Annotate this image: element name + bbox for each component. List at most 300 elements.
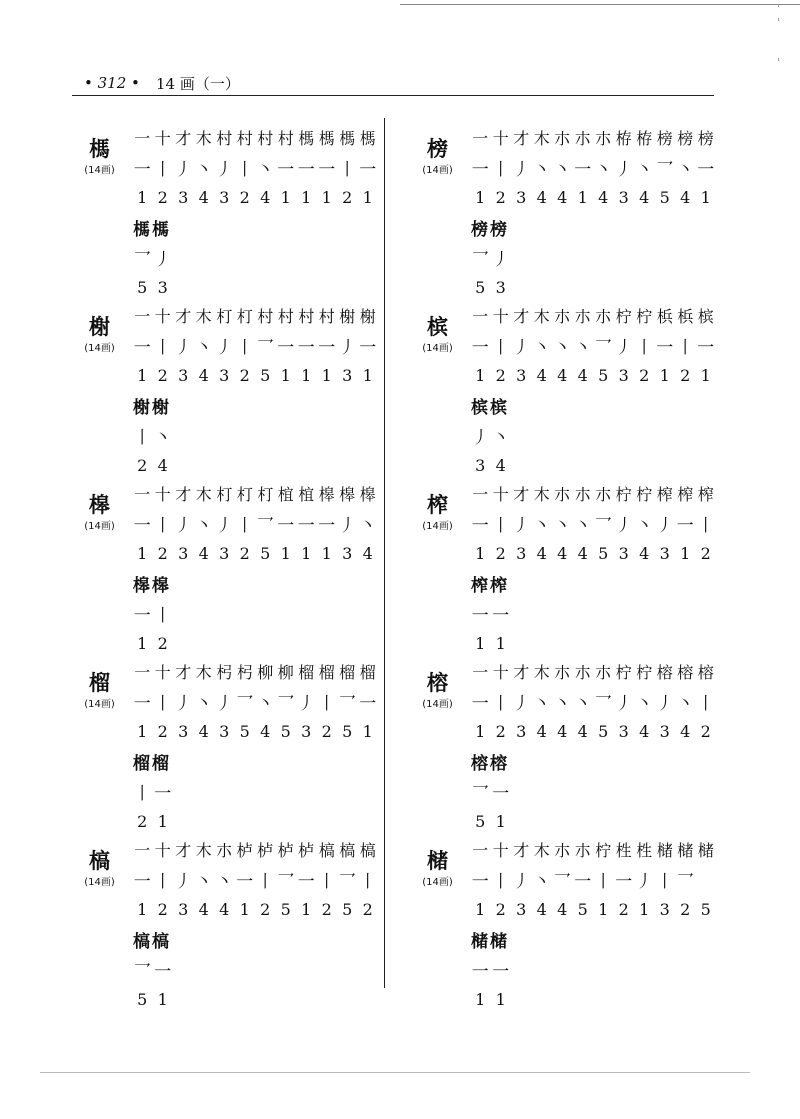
stroke-glyph: 丶 <box>195 159 213 180</box>
stroke-number: 2 <box>157 543 168 563</box>
progress-glyph: 榭 <box>339 306 356 326</box>
continuation-glyph: 槁 <box>133 931 150 952</box>
stroke-glyph: 丶 <box>553 337 571 358</box>
stroke-number: 1 <box>475 721 486 741</box>
progress-glyph: 朾 <box>236 484 253 504</box>
stroke-glyph: 一 <box>359 159 377 180</box>
stroke-glyph: 丶 <box>533 515 551 536</box>
continuation-stroke-row <box>132 242 382 272</box>
progress-glyph: 榜 <box>677 128 694 148</box>
stroke-glyph: 丶 <box>676 159 694 180</box>
progress-glyph: 梹 <box>656 306 673 326</box>
continuation-glyph: 榜 <box>490 219 507 240</box>
continuation-stroke-row <box>132 598 382 628</box>
stroke-glyph: 乛 <box>256 515 274 536</box>
progress-glyph: 榪 <box>298 128 315 148</box>
stroke-number: 1 <box>301 543 312 563</box>
progress-glyph: 村 <box>318 306 335 326</box>
progress-glyph: 榨 <box>697 484 714 504</box>
stroke-number: 2 <box>495 543 506 563</box>
progress-glyph: 榕 <box>656 662 673 682</box>
stroke-glyph: 一 <box>574 159 592 180</box>
stroke-glyph: 一 <box>133 871 151 892</box>
stroke-glyph: 丨 <box>594 871 612 892</box>
progress-glyph: 柠 <box>595 840 612 860</box>
progress-glyph: 栌 <box>236 840 253 860</box>
stroke-glyph: 一 <box>471 159 489 180</box>
stroke-count-label: (14画) <box>422 521 453 532</box>
progress-glyph: 梹 <box>677 306 694 326</box>
stroke-glyph: 丶 <box>594 159 612 180</box>
stroke-count-label: (14画) <box>422 877 453 888</box>
stroke-glyph: 乛 <box>338 693 356 714</box>
stroke-number: 1 <box>495 989 506 1009</box>
stroke-sequence <box>132 656 382 836</box>
stroke-number: 5 <box>342 899 353 919</box>
stroke-number: 3 <box>659 721 670 741</box>
stroke-number: 1 <box>598 899 609 919</box>
head-character: 槠 <box>427 849 448 873</box>
head-character: 榴 <box>89 671 110 695</box>
number-row <box>470 360 720 390</box>
stroke-number: 4 <box>362 543 373 563</box>
stroke-glyph: 丿 <box>615 159 633 180</box>
stroke-glyph: 一 <box>471 871 489 892</box>
stroke-glyph: 一 <box>656 337 674 358</box>
stroke-row <box>132 864 382 894</box>
continuation-progress-row <box>470 568 720 598</box>
stroke-row <box>132 330 382 360</box>
progress-glyph: 木 <box>533 128 550 148</box>
progress-glyph: 木 <box>195 662 212 682</box>
continuation-number-row <box>470 806 720 836</box>
stroke-glyph: 丨 <box>154 337 172 358</box>
continuation-number-row <box>132 450 382 480</box>
head-character: 榭 <box>89 315 110 339</box>
stroke-glyph: 丿 <box>492 249 510 270</box>
stroke-glyph: 丿 <box>656 693 674 714</box>
stroke-number: 4 <box>557 187 568 207</box>
column-divider <box>384 118 385 988</box>
stroke-glyph: 丨 <box>318 693 336 714</box>
stroke-number: 2 <box>362 899 373 919</box>
stroke-glyph: 一 <box>318 159 336 180</box>
stroke-glyph: 一 <box>697 337 715 358</box>
stroke-glyph: 丶 <box>195 693 213 714</box>
stroke-glyph: 乛 <box>471 249 489 270</box>
stroke-number: 2 <box>321 899 332 919</box>
stroke-number: 4 <box>598 187 609 207</box>
stroke-number: 2 <box>495 365 506 385</box>
progress-glyph: 榨 <box>677 484 694 504</box>
progress-glyph: 朩 <box>554 128 571 148</box>
stroke-glyph: 丨 <box>236 337 254 358</box>
stroke-number: 1 <box>495 633 506 653</box>
progress-row <box>470 656 720 686</box>
stroke-number: 2 <box>321 721 332 741</box>
stroke-number: 5 <box>598 721 609 741</box>
stroke-glyph: 一 <box>318 337 336 358</box>
stroke-row <box>470 686 720 716</box>
stroke-number: 4 <box>495 455 506 475</box>
progress-glyph: 朩 <box>574 840 591 860</box>
stroke-sequence <box>132 478 382 658</box>
stroke-number: 5 <box>577 899 588 919</box>
continuation-glyph: 槟 <box>471 397 488 418</box>
continuation-stroke-row <box>132 420 382 450</box>
number-row <box>470 716 720 746</box>
progress-glyph: 榪 <box>339 128 356 148</box>
stroke-number: 1 <box>700 187 711 207</box>
stroke-number: 1 <box>475 365 486 385</box>
progress-glyph: 才 <box>513 840 530 860</box>
stroke-number: 2 <box>157 721 168 741</box>
stroke-glyph: 一 <box>133 515 151 536</box>
stroke-row <box>132 508 382 538</box>
margin-mark <box>778 18 779 21</box>
stroke-number: 2 <box>680 365 691 385</box>
stroke-glyph: 丨 <box>236 515 254 536</box>
stroke-glyph: 丿 <box>174 871 192 892</box>
stroke-glyph: 丿 <box>635 871 653 892</box>
stroke-number: 2 <box>239 543 250 563</box>
progress-glyph: 木 <box>533 306 550 326</box>
stroke-glyph: 一 <box>615 871 633 892</box>
stroke-glyph: 丿 <box>338 337 356 358</box>
progress-glyph: 一 <box>472 306 489 326</box>
number-row <box>470 894 720 924</box>
progress-glyph: 村 <box>257 128 274 148</box>
progress-glyph: 村 <box>236 128 253 148</box>
stroke-glyph: 一 <box>133 159 151 180</box>
entry-heading <box>72 668 127 712</box>
stroke-number: 2 <box>239 365 250 385</box>
progress-glyph: 栍 <box>615 840 632 860</box>
character-entry <box>72 122 382 297</box>
stroke-glyph: 乛 <box>133 961 151 982</box>
stroke-glyph: 一 <box>471 515 489 536</box>
stroke-row <box>470 864 720 894</box>
stroke-count-label: (14画) <box>84 699 115 710</box>
stroke-glyph: 丨 <box>492 693 510 714</box>
stroke-glyph: 丨 <box>492 515 510 536</box>
stroke-number: 3 <box>495 277 506 297</box>
top-edge-rule <box>400 4 800 5</box>
progress-glyph: 柠 <box>615 306 632 326</box>
progress-glyph: 柠 <box>636 662 653 682</box>
character-entry <box>410 478 720 653</box>
progress-glyph: 一 <box>472 484 489 504</box>
progress-glyph: 木 <box>195 306 212 326</box>
stroke-glyph: 一 <box>471 605 489 626</box>
stroke-glyph: 丶 <box>256 693 274 714</box>
progress-glyph: 木 <box>533 840 550 860</box>
stroke-number: 1 <box>475 989 486 1009</box>
stroke-glyph: 一 <box>697 159 715 180</box>
progress-glyph: 槠 <box>677 840 694 860</box>
progress-glyph: 一 <box>134 128 151 148</box>
stroke-glyph: 丨 <box>697 515 715 536</box>
stroke-row <box>470 152 720 182</box>
stroke-glyph: 一 <box>297 871 315 892</box>
progress-glyph: 栌 <box>298 840 315 860</box>
progress-glyph: 一 <box>134 840 151 860</box>
stroke-glyph: 一 <box>676 515 694 536</box>
stroke-number: 5 <box>659 187 670 207</box>
head-character: 槁 <box>89 849 110 873</box>
stroke-number: 1 <box>239 899 250 919</box>
stroke-number: 3 <box>516 365 527 385</box>
stroke-glyph: 丨 <box>492 337 510 358</box>
stroke-number: 3 <box>219 721 230 741</box>
stroke-sequence <box>470 834 720 1014</box>
stroke-glyph: 一 <box>359 693 377 714</box>
stroke-glyph: 丶 <box>359 515 377 536</box>
stroke-glyph: 一 <box>236 871 254 892</box>
stroke-glyph: 丶 <box>533 337 551 358</box>
stroke-sequence <box>132 122 382 302</box>
stroke-sequence <box>470 122 720 302</box>
stroke-number: 5 <box>475 811 486 831</box>
stroke-glyph: 丿 <box>615 693 633 714</box>
stroke-number: 1 <box>321 187 332 207</box>
character-entry <box>72 478 382 653</box>
stroke-number: 4 <box>198 543 209 563</box>
stroke-number: 4 <box>536 187 547 207</box>
continuation-glyph: 槔 <box>133 575 150 596</box>
continuation-progress-row <box>132 746 382 776</box>
stroke-row <box>132 152 382 182</box>
stroke-number: 1 <box>577 187 588 207</box>
stroke-glyph: 乛 <box>594 515 612 536</box>
progress-glyph: 朩 <box>554 306 571 326</box>
continuation-glyph: 榪 <box>152 219 169 240</box>
stroke-glyph: 一 <box>297 515 315 536</box>
progress-glyph: 十 <box>492 840 509 860</box>
stroke-number: 3 <box>618 721 629 741</box>
stroke-glyph: 丶 <box>553 693 571 714</box>
continuation-number-row <box>132 272 382 302</box>
stroke-number: 1 <box>362 365 373 385</box>
continuation-glyph: 槟 <box>490 397 507 418</box>
stroke-number: 1 <box>157 989 168 1009</box>
stroke-number: 2 <box>157 899 168 919</box>
stroke-sequence <box>132 834 382 1014</box>
stroke-glyph: 丨 <box>133 427 151 448</box>
progress-glyph: 杛 <box>216 662 233 682</box>
progress-glyph: 十 <box>492 484 509 504</box>
stroke-number: 1 <box>321 543 332 563</box>
stroke-number: 4 <box>198 721 209 741</box>
stroke-glyph: 丿 <box>154 249 172 270</box>
stroke-number: 4 <box>577 543 588 563</box>
stroke-number: 4 <box>557 721 568 741</box>
progress-glyph: 榨 <box>656 484 673 504</box>
stroke-number: 1 <box>639 899 650 919</box>
progress-glyph: 榴 <box>318 662 335 682</box>
continuation-glyph: 槠 <box>471 931 488 952</box>
stroke-number: 1 <box>321 365 332 385</box>
stroke-sequence <box>132 300 382 480</box>
stroke-count-label: (14画) <box>84 877 115 888</box>
stroke-glyph: 丶 <box>574 693 592 714</box>
stroke-number: 1 <box>700 365 711 385</box>
progress-glyph: 十 <box>492 128 509 148</box>
progress-glyph: 栫 <box>615 128 632 148</box>
stroke-glyph: 丨 <box>656 871 674 892</box>
stroke-glyph: 丿 <box>512 693 530 714</box>
stroke-glyph: 丶 <box>492 427 510 448</box>
progress-glyph: 朾 <box>236 306 253 326</box>
continuation-number-row <box>132 806 382 836</box>
stroke-number: 3 <box>219 543 230 563</box>
progress-glyph: 榪 <box>359 128 376 148</box>
progress-glyph: 栌 <box>257 840 274 860</box>
stroke-glyph: 乛 <box>553 871 571 892</box>
stroke-number: 4 <box>536 543 547 563</box>
stroke-number: 2 <box>495 899 506 919</box>
stroke-glyph: 丶 <box>195 871 213 892</box>
stroke-number: 5 <box>280 899 291 919</box>
stroke-number: 2 <box>157 633 168 653</box>
stroke-number: 3 <box>178 365 189 385</box>
stroke-glyph: 丶 <box>635 159 653 180</box>
stroke-glyph: 丨 <box>676 337 694 358</box>
stroke-number: 1 <box>280 365 291 385</box>
progress-glyph: 才 <box>513 484 530 504</box>
continuation-glyph: 榨 <box>471 575 488 596</box>
stroke-number: 1 <box>137 365 148 385</box>
stroke-glyph: 丨 <box>338 159 356 180</box>
stroke-glyph: 乛 <box>676 871 694 892</box>
stroke-count-label: (14画) <box>422 699 453 710</box>
stroke-glyph: 丶 <box>574 337 592 358</box>
progress-glyph: 一 <box>472 840 489 860</box>
stroke-glyph: 一 <box>277 159 295 180</box>
stroke-glyph: 丿 <box>656 515 674 536</box>
stroke-number: 3 <box>342 543 353 563</box>
continuation-progress-row <box>132 568 382 598</box>
progress-glyph: 榴 <box>298 662 315 682</box>
stroke-number: 2 <box>680 899 691 919</box>
stroke-glyph: 一 <box>154 783 172 804</box>
stroke-number: 1 <box>301 899 312 919</box>
progress-glyph: 朩 <box>554 840 571 860</box>
stroke-number: 4 <box>680 721 691 741</box>
progress-glyph: 朩 <box>574 484 591 504</box>
progress-glyph: 栌 <box>277 840 294 860</box>
continuation-progress-row <box>470 390 720 420</box>
progress-glyph: 朾 <box>216 306 233 326</box>
character-entry <box>72 834 382 1009</box>
stroke-number: 4 <box>536 721 547 741</box>
number-row <box>132 182 382 212</box>
stroke-number: 5 <box>239 721 250 741</box>
stroke-glyph: 丶 <box>154 427 172 448</box>
continuation-stroke-row <box>470 598 720 628</box>
stroke-number: 1 <box>137 721 148 741</box>
stroke-glyph: 丿 <box>174 337 192 358</box>
character-entry <box>72 656 382 831</box>
progress-row <box>132 478 382 508</box>
continuation-stroke-row <box>470 954 720 984</box>
stroke-glyph: 一 <box>277 515 295 536</box>
stroke-glyph: 丨 <box>359 871 377 892</box>
continuation-glyph: 榕 <box>490 753 507 774</box>
stroke-glyph: 丿 <box>297 693 315 714</box>
continuation-progress-row <box>470 212 720 242</box>
continuation-glyph: 榪 <box>133 219 150 240</box>
progress-glyph: 才 <box>175 128 192 148</box>
entry-heading <box>72 846 127 890</box>
stroke-number: 4 <box>577 721 588 741</box>
continuation-stroke-row <box>470 420 720 450</box>
stroke-row <box>470 330 720 360</box>
progress-glyph: 才 <box>513 128 530 148</box>
number-row <box>470 182 720 212</box>
progress-glyph: 柠 <box>615 662 632 682</box>
progress-glyph: 椬 <box>298 484 315 504</box>
stroke-number: 3 <box>618 365 629 385</box>
stroke-number: 5 <box>342 721 353 741</box>
progress-glyph: 槠 <box>656 840 673 860</box>
stroke-number: 4 <box>198 365 209 385</box>
progress-glyph: 榴 <box>339 662 356 682</box>
stroke-count-label: (14画) <box>84 521 115 532</box>
margin-mark <box>778 58 779 61</box>
progress-glyph: 木 <box>195 840 212 860</box>
stroke-glyph: 乛 <box>236 693 254 714</box>
stroke-glyph: 乛 <box>133 249 151 270</box>
progress-glyph: 朩 <box>595 128 612 148</box>
stroke-glyph: 丿 <box>615 337 633 358</box>
progress-glyph: 槔 <box>318 484 335 504</box>
stroke-glyph: 丨 <box>492 159 510 180</box>
stroke-glyph: 一 <box>297 159 315 180</box>
stroke-number: 1 <box>362 721 373 741</box>
progress-row <box>470 122 720 152</box>
progress-glyph: 朩 <box>595 484 612 504</box>
stroke-number: 4 <box>639 721 650 741</box>
stroke-glyph: 丶 <box>553 159 571 180</box>
progress-glyph: 木 <box>533 484 550 504</box>
continuation-glyph: 榴 <box>133 753 150 774</box>
continuation-number-row <box>470 272 720 302</box>
stroke-number: 4 <box>157 455 168 475</box>
progress-glyph: 才 <box>175 662 192 682</box>
stroke-glyph: 一 <box>133 693 151 714</box>
stroke-glyph: 丿 <box>174 159 192 180</box>
progress-glyph: 榜 <box>697 128 714 148</box>
stroke-number: 1 <box>137 633 148 653</box>
stroke-number: 5 <box>598 543 609 563</box>
progress-glyph: 一 <box>472 128 489 148</box>
stroke-glyph: 丨 <box>154 871 172 892</box>
stroke-number: 2 <box>639 365 650 385</box>
stroke-number: 4 <box>260 721 271 741</box>
page-header <box>72 70 714 98</box>
stroke-number: 5 <box>137 277 148 297</box>
stroke-number: 4 <box>536 365 547 385</box>
continuation-number-row <box>132 984 382 1014</box>
head-character: 榕 <box>427 671 448 695</box>
stroke-number: 4 <box>639 543 650 563</box>
head-character: 榪 <box>89 137 110 161</box>
stroke-glyph: 丶 <box>574 515 592 536</box>
stroke-glyph: 丶 <box>195 515 213 536</box>
stroke-count-label: (14画) <box>422 343 453 354</box>
progress-glyph: 十 <box>492 662 509 682</box>
